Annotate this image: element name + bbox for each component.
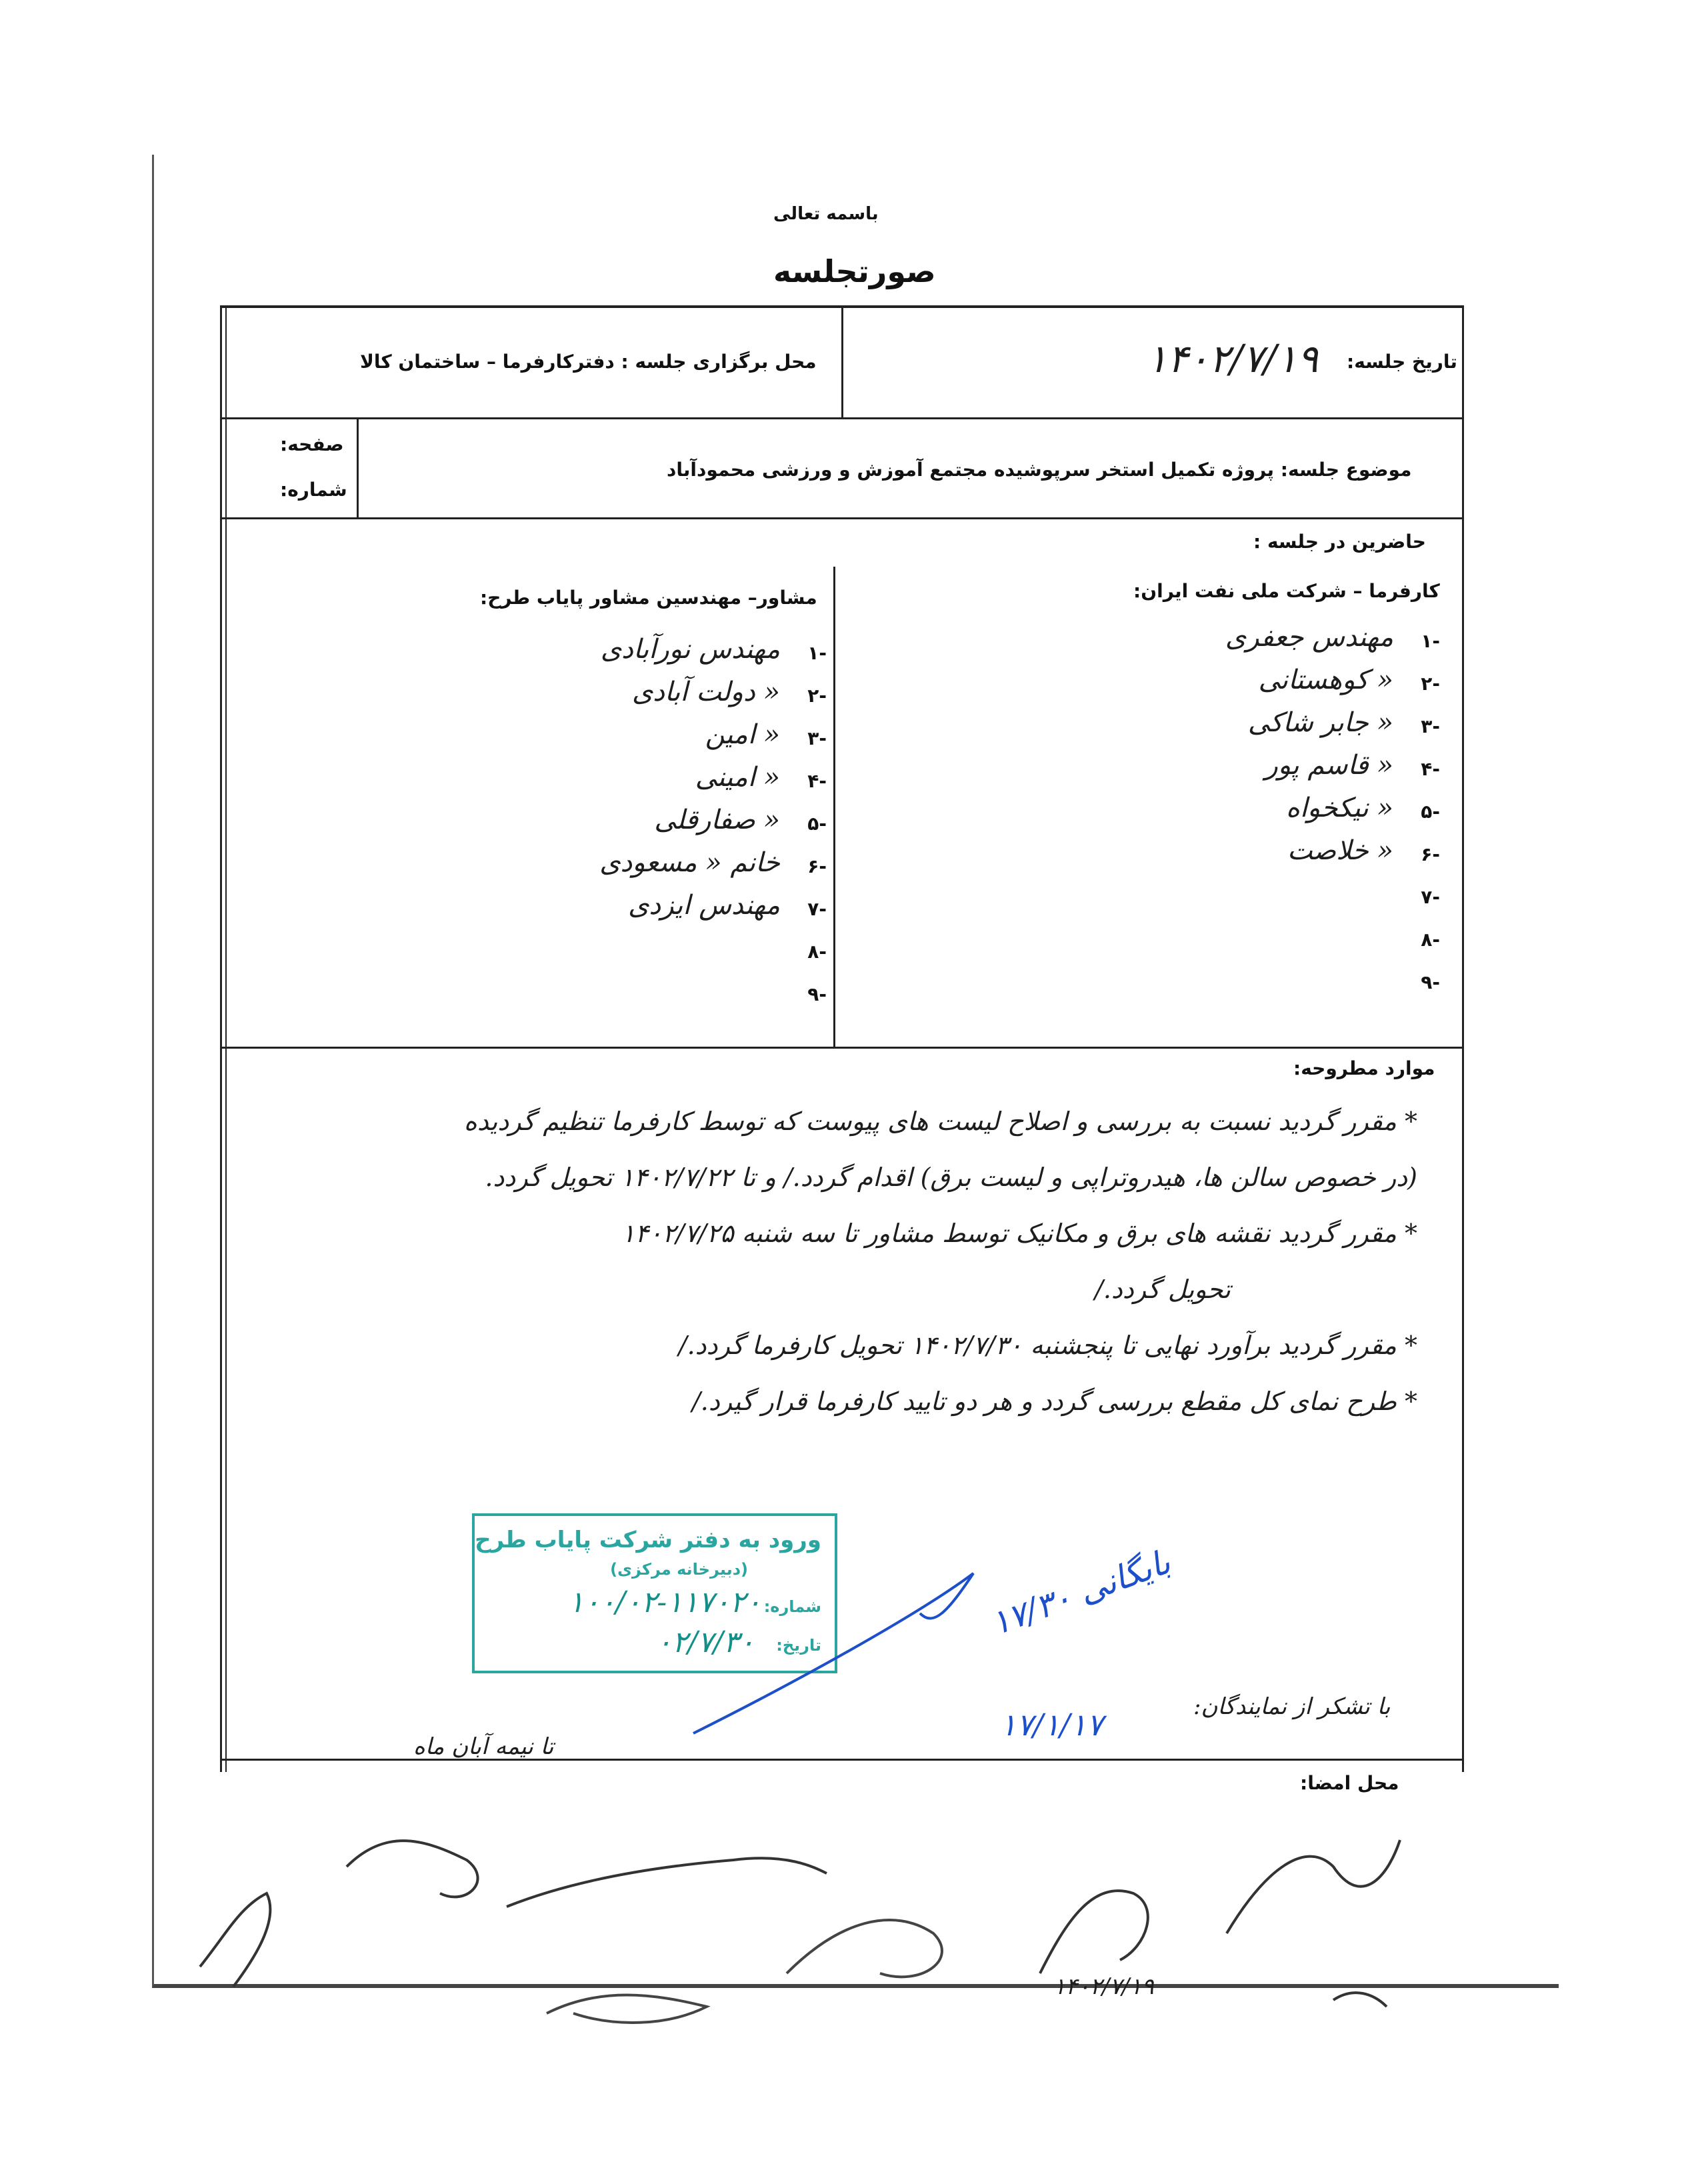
attendee-name: « خلاصت (1287, 835, 1393, 866)
bismillah: باسمه تعالی (773, 204, 879, 224)
item-line: * مقرر گردید نقشه های برق و مکانیک توسط مشاور تا سه شنبه ۱۴۰۲/۷/۲۵ (621, 1219, 1417, 1248)
attendee-name: « صفارقلی (654, 805, 780, 835)
page-title: صورتجلسه (773, 253, 936, 289)
list-number: -۲ (1421, 673, 1440, 695)
page-label: صفحه: (280, 433, 344, 455)
list-number: -۳ (807, 727, 827, 749)
archive-date: ۱۷/۱/۱۷ (1000, 1707, 1103, 1743)
attendee-name: « نیکخواه (1285, 793, 1393, 823)
blue-pen-stroke (693, 1573, 973, 1733)
stamp-subtitle: (دبیرخانه مرکزی) (610, 1560, 748, 1579)
attendee-name: « کوهستانی (1258, 665, 1393, 695)
consultant-heading: مشاور– مهندسین مشاور پایاب طرح: (480, 587, 817, 609)
meeting-date: ۱۴۰۲/۷/۱۹ (1147, 336, 1319, 381)
signature-stroke (787, 1920, 942, 1977)
archive-note: بایگانی ۱۷/۳۰ (985, 1542, 1176, 1643)
signature-date: ۱۴۰۲/۷/۱۹ (1053, 1973, 1154, 2000)
signature-stroke (347, 1841, 478, 1897)
list-number: -۷ (1421, 886, 1440, 908)
attendees-heading: حاضرین در جلسه : (1253, 531, 1426, 553)
list-number: -۹ (807, 983, 827, 1005)
signatures-heading: محل امضا: (1300, 1772, 1399, 1794)
attendee-name: « امینی (695, 762, 780, 793)
attendee-name: « دولت آبادی (631, 677, 780, 707)
stamp-title: ورود به دفتر شرکت پایاب طرح (475, 1527, 821, 1553)
signature-stroke (547, 1995, 707, 2023)
number-label: شماره: (280, 479, 347, 501)
list-number: -۴ (807, 770, 827, 792)
date-label: تاریخ جلسه: (1347, 351, 1457, 373)
signature-stroke (1333, 1993, 1387, 2007)
item-line: * مقرر گردید نسبت به بررسی و اصلاح لیست های پیوست که توسط کارفرما تنظیم گردیده (463, 1107, 1417, 1136)
item-line: * مقرر گردید برآورد نهایی تا پنجشنبه ۱۴۰۲/۷/۳۰ تحویل کارفرما گردد./ (678, 1331, 1417, 1360)
list-number: -۶ (1421, 843, 1440, 865)
list-number: -۴ (1421, 758, 1440, 780)
attendee-name: « امین (705, 719, 780, 750)
list-number: -۸ (807, 941, 827, 963)
footer-note-left: تا نیمه آبان ماه (413, 1733, 554, 1760)
list-number: -۱ (807, 642, 827, 664)
attendee-name: « جابر شاکی (1247, 707, 1393, 738)
list-number: -۷ (807, 898, 827, 920)
signature-stroke (1040, 1891, 1148, 1973)
footer-note-right: با تشکر از نمایندگان: (1193, 1693, 1391, 1720)
item-line: تحویل گردد./ (1095, 1275, 1231, 1304)
items-heading: موارد مطروحه: (1293, 1057, 1435, 1079)
item-line: (در خصوص سالن ها، هیدروتراپی و لیست برق) اقدام گردد./ و تا ۱۴۰۲/۷/۲۲ تحویل گردد. (485, 1163, 1417, 1192)
signature-stroke (1227, 1840, 1400, 1933)
stamp-date-value: ۰۲/۷/۳۰ (656, 1625, 755, 1659)
meeting-subject: موضوع جلسه: پروژه تکمیل استخر سرپوشیده مجتمع آموزش و ورزشی محمودآباد (667, 459, 1412, 481)
stamp-number-value: ۱۰۰/۰۲-۱۱۷۰۲۰ (568, 1585, 761, 1619)
attendee-name: مهندس جعفری (1225, 622, 1393, 653)
list-number: -۵ (807, 813, 827, 835)
stamp-date-label: تاریخ: (776, 1636, 821, 1655)
list-number: -۳ (1421, 715, 1440, 737)
attendee-name: مهندس ایزدی (628, 890, 780, 921)
list-number: -۵ (1421, 801, 1440, 823)
attendee-name: خانم « مسعودی (599, 847, 780, 878)
list-number: -۲ (807, 685, 827, 707)
item-line: * طرح نمای کل مقطع بررسی گردد و هر دو تایید کارفرما قرار گیرد./ (691, 1387, 1417, 1416)
attendee-name: « قاسم پور (1265, 750, 1393, 781)
list-number: -۹ (1421, 971, 1440, 993)
signature-stroke (507, 1858, 827, 1907)
list-number: -۸ (1421, 929, 1440, 951)
list-number: -۱ (1421, 630, 1440, 652)
employer-heading: کارفرما – شرکت ملی نفت ایران: (1133, 580, 1440, 602)
attendee-name: مهندس نورآبادی (600, 634, 780, 665)
stamp-number-label: شماره: (763, 1597, 821, 1616)
meeting-location: محل برگزاری جلسه : دفترکارفرما – ساختمان کالا (360, 351, 817, 373)
list-number: -۶ (807, 855, 827, 877)
signature-stroke (200, 1893, 270, 1987)
